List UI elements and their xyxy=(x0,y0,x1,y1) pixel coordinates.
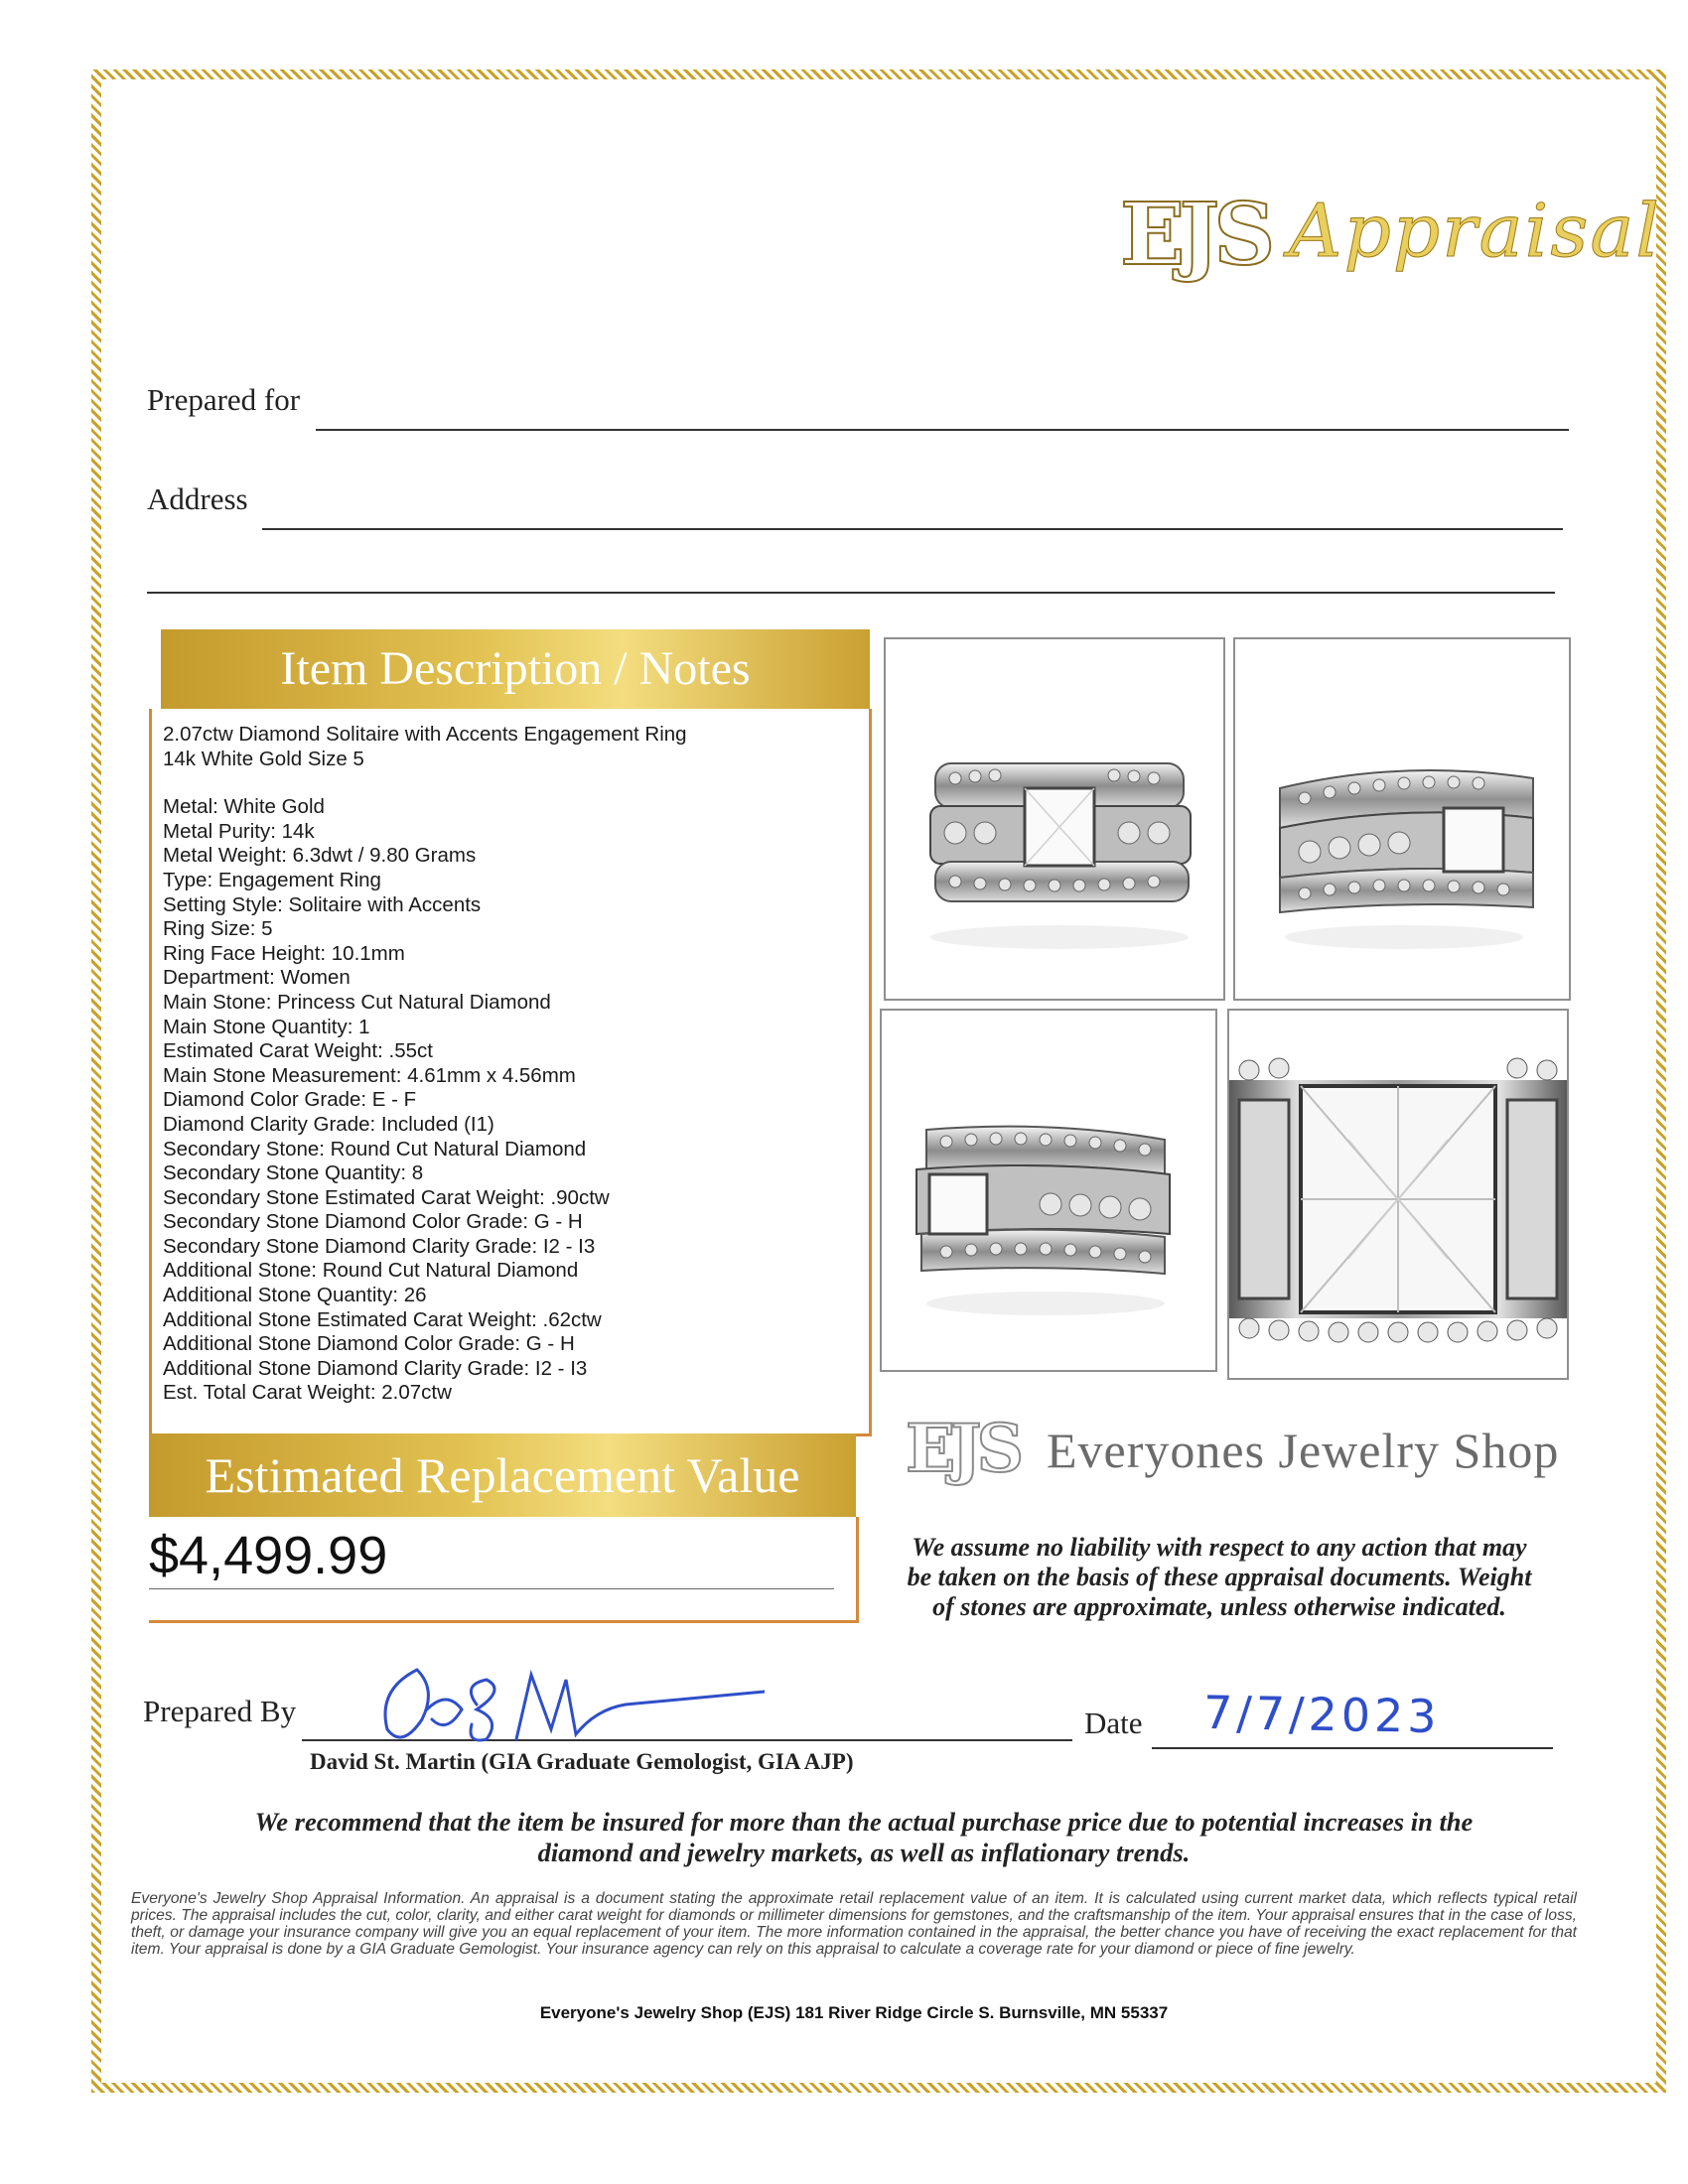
spec-line: Ring Face Height: 10.1mm xyxy=(163,941,405,965)
spec-line: Est. Total Carat Weight: 2.07ctw xyxy=(163,1381,452,1405)
replacement-value: $4,499.99 xyxy=(149,1526,388,1585)
prepared-by-label: Prepared By xyxy=(143,1694,297,1728)
item-title-line-2: 14k White Gold Size 5 xyxy=(163,747,364,770)
spec-line: Metal Weight: 6.3dwt / 9.80 Grams xyxy=(163,844,477,868)
replacement-value-underline xyxy=(149,1588,834,1589)
spec-line: Diamond Clarity Grade: Included (I1) xyxy=(163,1112,494,1136)
spec-line: Additional Stone Diamond Color Grade: G - H xyxy=(163,1332,575,1356)
spec-line: Metal Purity: 14k xyxy=(163,819,315,843)
insurance-recommendation xyxy=(179,1807,1549,1868)
spec-line: Main Stone Measurement: 4.61mm x 4.56mm xyxy=(163,1063,576,1087)
item-description-heading: Item Description / Notes xyxy=(161,629,870,709)
shop-logo: EJS xyxy=(906,1410,1020,1487)
prepared-for-line xyxy=(316,429,1569,431)
signature-image xyxy=(367,1650,765,1759)
replacement-value-heading: Estimated Replacement Value xyxy=(149,1433,856,1517)
shop-name: Everyones Jewelry Shop xyxy=(1047,1423,1560,1478)
appraisal-fine-print: Everyone's Jewelry Shop Appraisal Information. An appraisal is a document stating the approximate retail replacement value of an item. It is calculated using current market data, which reflects typical retail prices. The appraisal includes the cut, color, clarity, and either carat weight for diamonds or millimeter dimensions for gemstones, and the craftsmanship of the item. Your appraisal ensures that in the case of loss, theft, or damage your insurance company will give you an equal replacement of your item. The more information contained in the appraisal, the better chance you have of receiving the exact replacement for that item. Your appraisal is done by a GIA Graduate Gemologist. Your insurance agency can rely on this appraisal to calculate a coverage rate for your diamond or piece of fine jewelry. xyxy=(131,1890,1577,1958)
spec-line: Secondary Stone Diamond Color Grade: G - H xyxy=(163,1210,583,1234)
date-line xyxy=(1152,1747,1553,1749)
spec-line: Secondary Stone Quantity: 8 xyxy=(163,1161,424,1185)
spec-line: Metal: White Gold xyxy=(163,795,325,819)
spec-line: Diamond Color Grade: E - F xyxy=(163,1088,417,1112)
ring-photo-closeup xyxy=(1227,1009,1569,1380)
spec-line: Additional Stone Estimated Carat Weight: .62ctw xyxy=(163,1307,602,1331)
disclaimer-line-2: be taken on the basis of these appraisal documents. Weight xyxy=(907,1563,1532,1591)
spec-line: Department: Women xyxy=(163,966,351,990)
date-value: 7/7/2023 xyxy=(1202,1685,1442,1744)
spec-line: Setting Style: Solitaire with Accents xyxy=(163,892,482,916)
spec-line: Additional Stone: Round Cut Natural Diamond xyxy=(163,1259,579,1283)
spec-line: Estimated Carat Weight: .55ct xyxy=(163,1039,433,1063)
date-label: Date xyxy=(1084,1706,1143,1740)
address-label: Address xyxy=(147,481,248,516)
recommendation-line-1: We recommend that the item be insured for more than the actual purchase price due to potential increases in the xyxy=(254,1807,1474,1837)
footer-address: Everyone's Jewelry Shop (EJS) 181 River Ridge Circle S. Burnsville, MN 55337 xyxy=(539,2003,1169,2022)
address-line-1 xyxy=(262,528,1563,530)
spec-line: Ring Size: 5 xyxy=(163,917,273,941)
address-line-2 xyxy=(147,592,1555,594)
ring-photo-angle-left xyxy=(880,1009,1217,1372)
item-description-content xyxy=(163,723,858,1406)
appraisal-title: Appraisal xyxy=(1289,189,1662,274)
spec-line: Main Stone: Princess Cut Natural Diamond xyxy=(163,990,551,1014)
disclaimer-line-3: of stones are approximate, unless otherwise indicated. xyxy=(932,1592,1506,1621)
disclaimer-line-1: We assume no liability with respect to any action that may xyxy=(912,1533,1527,1562)
spec-line: Secondary Stone: Round Cut Natural Diamond xyxy=(163,1137,587,1160)
ring-photo-front xyxy=(884,637,1225,1001)
spec-line: Secondary Stone Diamond Clarity Grade: I2 - I3 xyxy=(163,1234,596,1258)
ejs-logo: EJS xyxy=(1120,185,1270,285)
item-title-line-1: 2.07ctw Diamond Solitaire with Accents Engagement Ring xyxy=(163,723,687,746)
prepared-for-label: Prepared for xyxy=(147,382,301,417)
signer-name: David St. Martin (GIA Graduate Gemologist, GIA AJP) xyxy=(310,1749,854,1774)
spec-line: Additional Stone Quantity: 26 xyxy=(163,1284,427,1307)
spec-line: Main Stone Quantity: 1 xyxy=(163,1015,370,1038)
ring-photo-angle-right xyxy=(1233,637,1571,1001)
spec-line: Type: Engagement Ring xyxy=(163,868,381,891)
spec-line: Additional Stone Diamond Clarity Grade: I2 - I3 xyxy=(163,1356,588,1380)
liability-disclaimer xyxy=(872,1533,1567,1622)
recommendation-line-2: diamond and jewelry markets, as well as inflationary trends. xyxy=(537,1838,1191,1867)
spec-line: Secondary Stone Estimated Carat Weight: .90ctw xyxy=(163,1185,610,1209)
